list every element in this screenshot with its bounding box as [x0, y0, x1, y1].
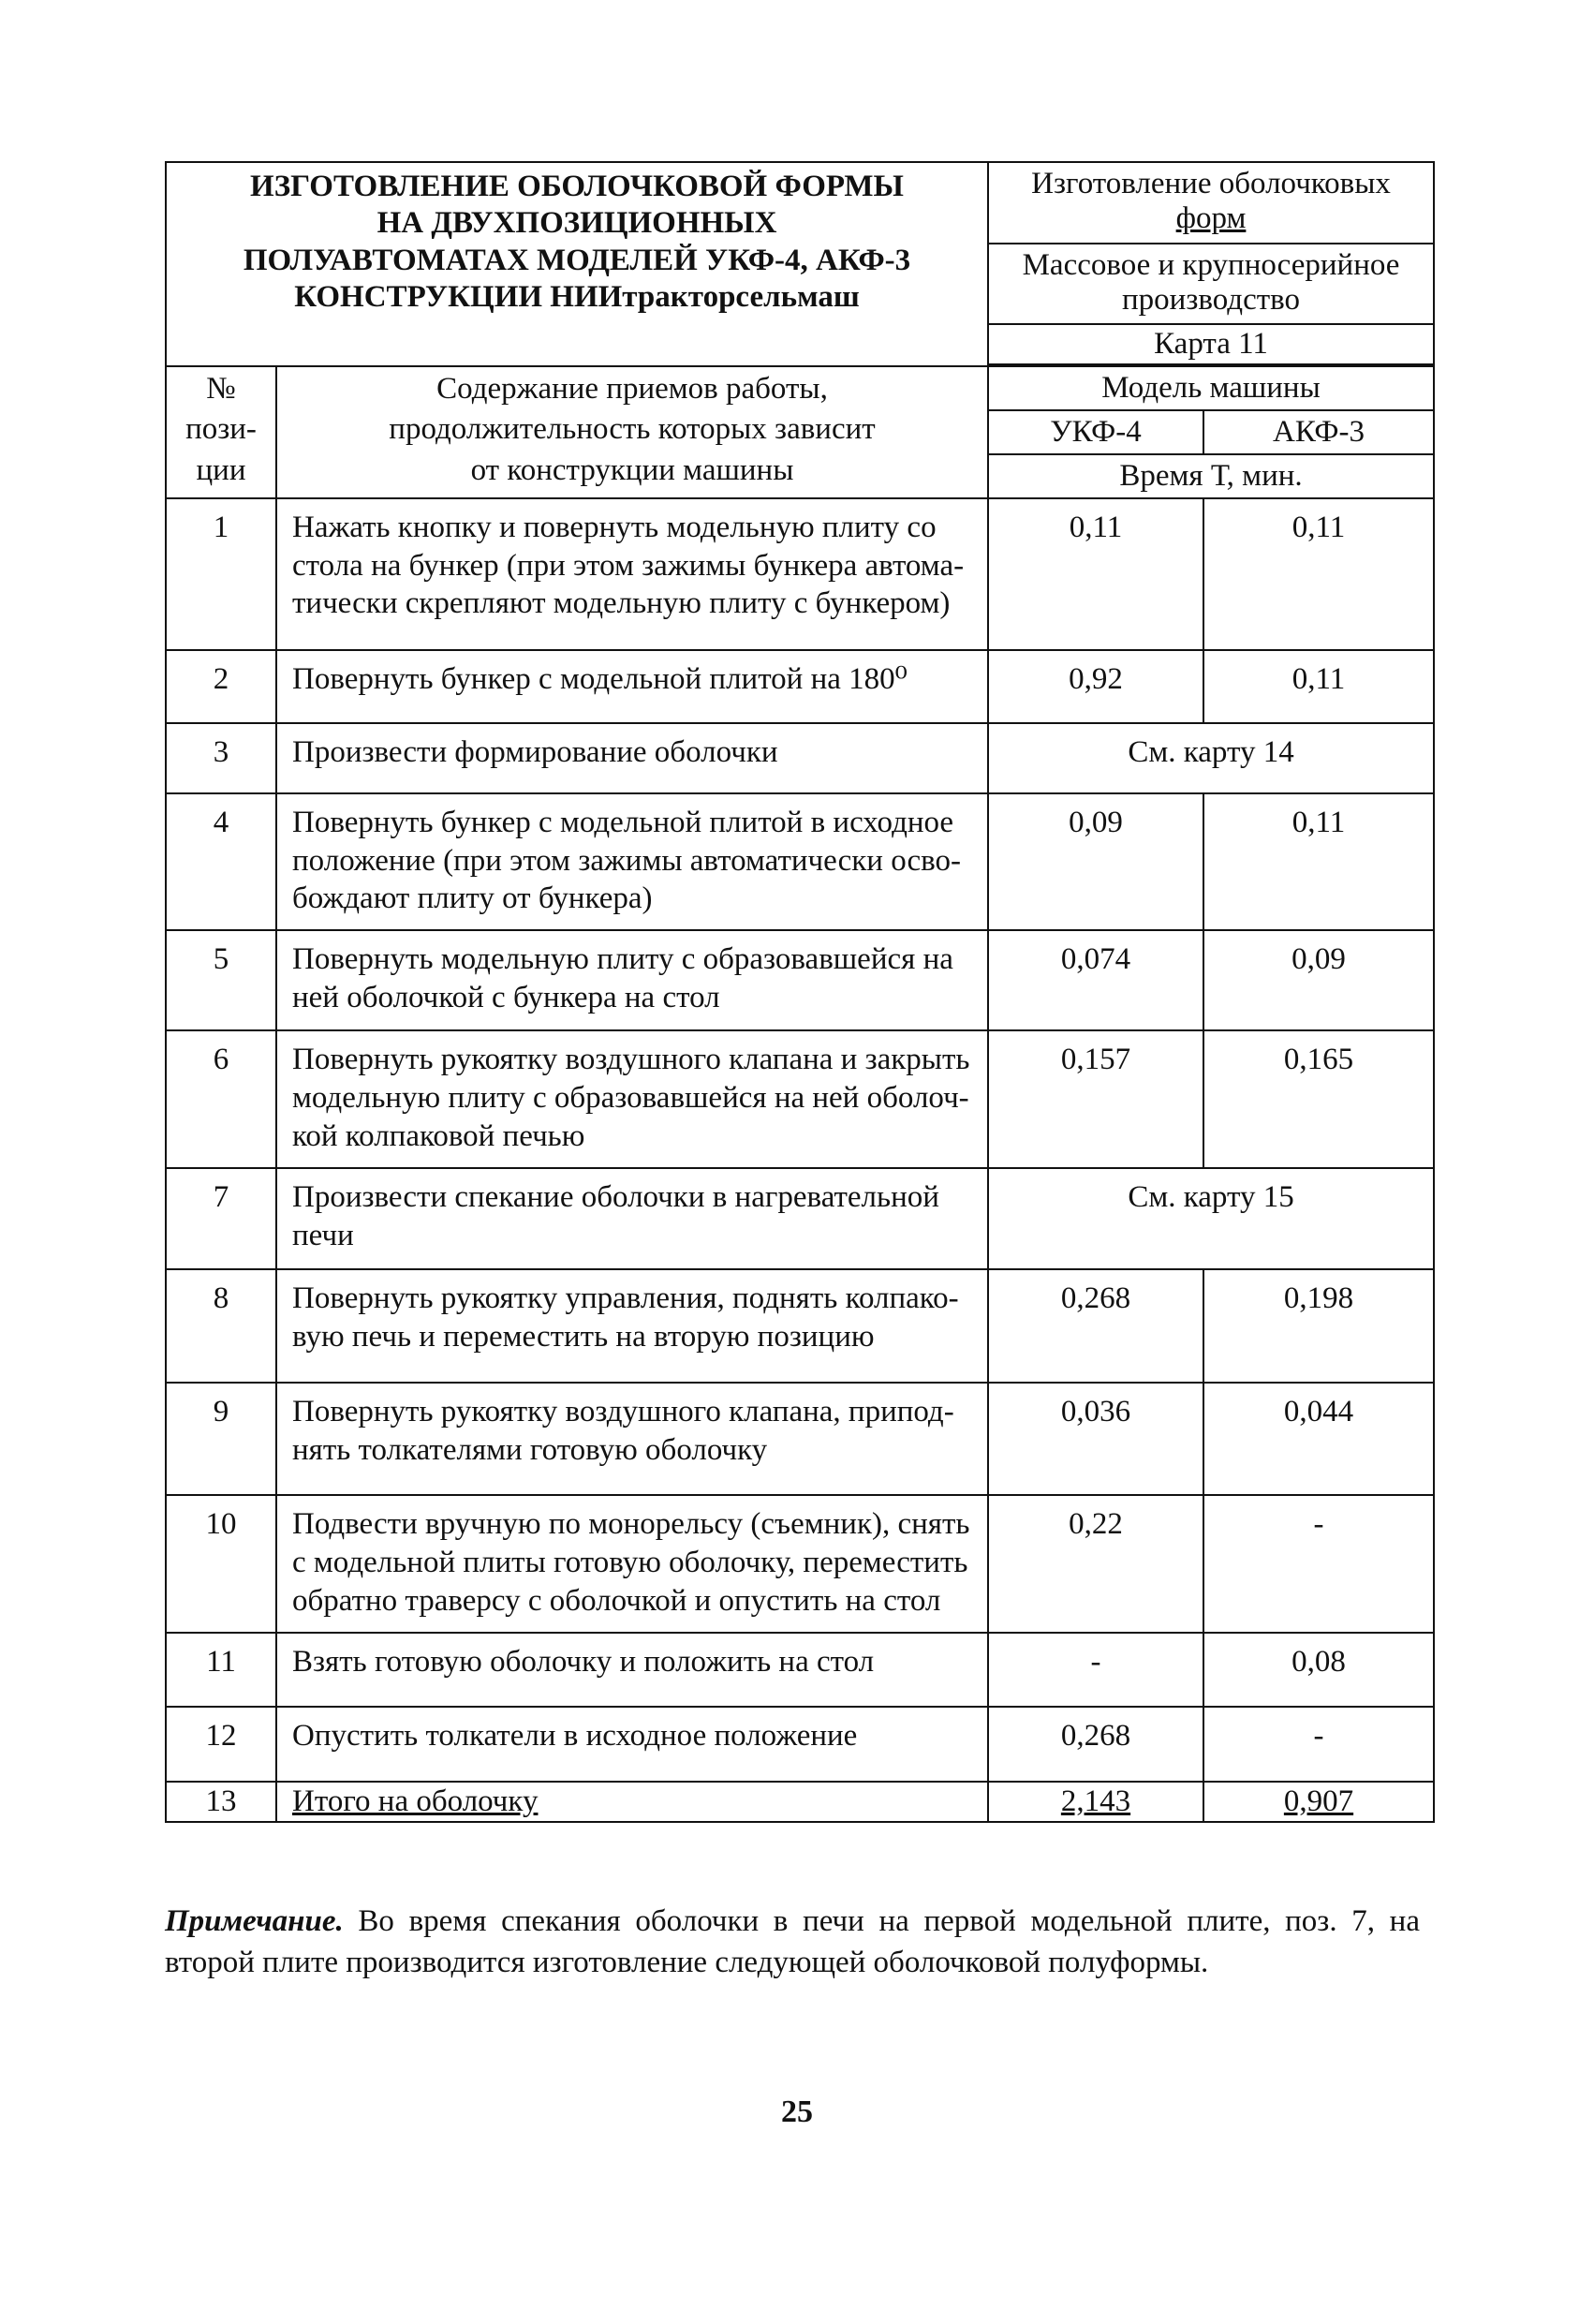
row-position: 13	[166, 1782, 276, 1822]
row-operation: Повернуть бункер с модельной плитой в исходное положение (при этом зажимы автоматически осво- бождают плиту от бункера)	[276, 793, 988, 931]
table-row	[166, 1168, 1434, 1269]
note-paragraph	[165, 1902, 1420, 1983]
row-time-ukf4: 0,036	[988, 1383, 1203, 1495]
row-time-ukf4: 0,92	[988, 650, 1203, 723]
time-header: Время Т, мин.	[988, 454, 1434, 498]
table-row	[166, 930, 1434, 1030]
row-time-ukf4: -	[988, 1633, 1203, 1707]
row-operation: Подвести вручную по монорельсу (съемник), снять с модельной плиты готовую оболочку, переместить обратно траверсу с оболочкой и опустить на стол	[276, 1495, 988, 1633]
document-table-area	[165, 161, 1433, 1823]
row-position: 10	[166, 1495, 276, 1633]
row-position: 8	[166, 1269, 276, 1383]
row-card-reference: См. карту 15	[988, 1168, 1434, 1269]
model-ukf4-header: УКФ-4	[988, 410, 1203, 454]
row-time-akf3: 0,09	[1203, 930, 1434, 1030]
row-operation: Повернуть рукоятку воздушного клапана и закрыть модельную плиту с образовавшейся на ней оболоч- кой колпаковой печью	[276, 1030, 988, 1168]
row-position: 11	[166, 1633, 276, 1707]
total-ukf4: 2,143	[988, 1782, 1203, 1822]
row-time-akf3: 0,11	[1203, 793, 1434, 931]
row-time-akf3: 0,044	[1203, 1383, 1434, 1495]
row-card-reference: См. карту 14	[988, 723, 1434, 793]
row-position: 1	[166, 498, 276, 650]
row-time-akf3: -	[1203, 1707, 1434, 1782]
table-row	[166, 1383, 1434, 1495]
row-operation: Повернуть бункер с модельной плитой на 180⁰	[276, 650, 988, 723]
table-row	[166, 1495, 1434, 1633]
row-time-akf3: 0,165	[1203, 1030, 1434, 1168]
row-operation: Произвести формирование оболочки	[276, 723, 988, 793]
row-time-ukf4: 0,11	[988, 498, 1203, 650]
table-row	[166, 1707, 1434, 1782]
row-position: 4	[166, 793, 276, 931]
document-title: ИЗГОТОВЛЕНИЕ ОБОЛОЧКОВОЙ ФОРМЫ НА ДВУХПОЗИЦИОННЫХ ПОЛУАВТОМАТАХ МОДЕЛЕЙ УКФ-4, АКФ-3 КОНСТРУКЦИИ НИИтракторсельмаш	[166, 162, 988, 366]
row-time-akf3: 0,198	[1203, 1269, 1434, 1383]
page-number: 25	[781, 2095, 813, 2129]
table-row	[166, 650, 1434, 723]
production-type-cell: Массовое и крупносерийное производство	[988, 244, 1434, 324]
table-row	[166, 793, 1434, 931]
row-time-ukf4: 0,268	[988, 1269, 1203, 1383]
total-akf3: 0,907	[1203, 1782, 1434, 1822]
process-name-cell: Изготовление оболочковых форм	[988, 162, 1434, 244]
model-akf3-header: АКФ-3	[1203, 410, 1434, 454]
row-operation: Итого на оболочку	[276, 1782, 988, 1822]
row-operation: Повернуть рукоятку управления, поднять колпако- вую печь и переместить на вторую позицию	[276, 1269, 988, 1383]
note-label: Примечание.	[165, 1904, 344, 1938]
row-time-ukf4: 0,157	[988, 1030, 1203, 1168]
note-text: Во время спекания оболочки в печи на первой модельной плите, поз. 7, на второй плите производится изготовление следующей оболочковой полуформы.	[165, 1904, 1420, 1979]
position-column-header: № пози- ции	[166, 366, 276, 498]
row-operation: Взять готовую оболочку и положить на стол	[276, 1633, 988, 1707]
content-column-header: Содержание приемов работы, продолжительность которых зависит от конструкции машины	[276, 366, 988, 498]
row-position: 3	[166, 723, 276, 793]
row-time-akf3: 0,11	[1203, 498, 1434, 650]
process-card-table	[165, 161, 1435, 1823]
row-time-ukf4: 0,268	[988, 1707, 1203, 1782]
row-position: 5	[166, 930, 276, 1030]
card-number: Карта 11	[988, 324, 1434, 364]
row-time-ukf4: 0,074	[988, 930, 1203, 1030]
table-row	[166, 498, 1434, 650]
row-position: 2	[166, 650, 276, 723]
row-time-ukf4: 0,09	[988, 793, 1203, 931]
row-operation: Повернуть рукоятку воздушного клапана, припод- нять толкателями готовую оболочку	[276, 1383, 988, 1495]
machine-model-header: Модель машины	[988, 366, 1434, 410]
table-row-total	[166, 1782, 1434, 1822]
row-operation: Опустить толкатели в исходное положение	[276, 1707, 988, 1782]
table-row	[166, 1030, 1434, 1168]
row-position: 7	[166, 1168, 276, 1269]
row-time-akf3: -	[1203, 1495, 1434, 1633]
row-position: 6	[166, 1030, 276, 1168]
row-time-akf3: 0,08	[1203, 1633, 1434, 1707]
row-operation: Произвести спекание оболочки в нагревательной печи	[276, 1168, 988, 1269]
table-row	[166, 723, 1434, 793]
table-row	[166, 1633, 1434, 1707]
row-operation: Повернуть модельную плиту с образовавшейся на ней оболочкой с бункера на стол	[276, 930, 988, 1030]
row-position: 9	[166, 1383, 276, 1495]
row-time-akf3: 0,11	[1203, 650, 1434, 723]
table-row	[166, 1269, 1434, 1383]
row-position: 12	[166, 1707, 276, 1782]
row-time-ukf4: 0,22	[988, 1495, 1203, 1633]
row-operation: Нажать кнопку и повернуть модельную плиту со стола на бункер (при этом зажимы бункера автома- тически скрепляют модельную плиту с бункером)	[276, 498, 988, 650]
